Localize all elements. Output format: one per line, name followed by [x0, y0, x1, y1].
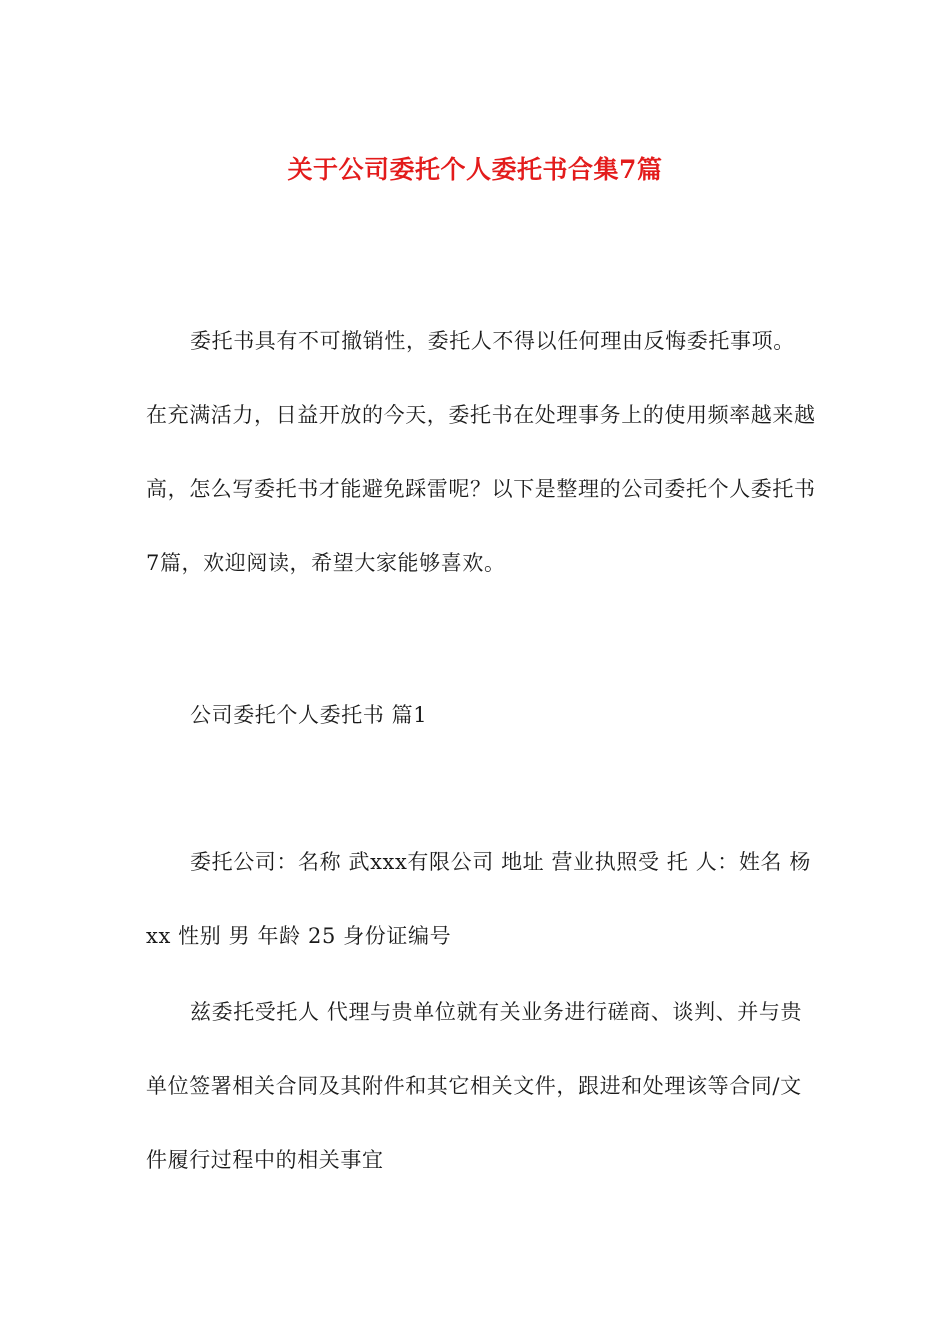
section-heading: 公司委托个人委托书 篇1 — [190, 703, 428, 727]
intro-paragraph: 委托书具有不可撤销性，委托人不得以任何理由反悔委托事项。在充满活力，日益开放的今天，委托书在处理事务上的使用频率越来越高，怎么写委托书才能避免踩雷呢？以下是整理的公司委托个人委托书7篇，欢迎阅读，希望大家能够喜欢。 — [146, 329, 816, 575]
parties-paragraph: 委托公司：名称 武xxx有限公司 地址 营业执照受 托 人：姓名 杨xx 性别 男 年龄 25 身份证编号 — [146, 850, 811, 948]
document-title: 关于公司委托个人委托书合集7篇 — [287, 154, 663, 184]
scope-paragraph: 兹委托受托人 代理与贵单位就有关业务进行磋商、谈判、并与贵单位签署相关合同及其附件和其它相关文件，跟进和处理该等合同/文件履行过程中的相关事宜 — [146, 1000, 803, 1172]
